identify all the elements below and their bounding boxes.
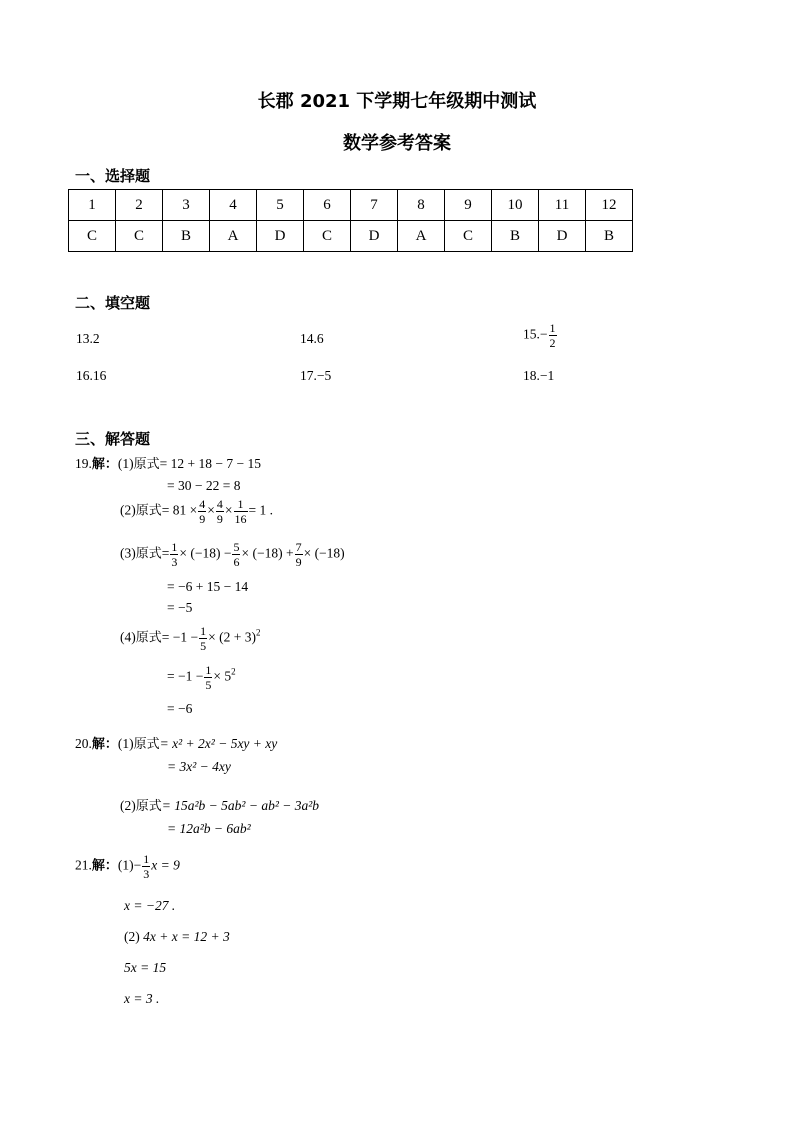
- table-cell: B: [492, 221, 539, 252]
- q20-part1-line1: [75, 737, 277, 751]
- denominator: 5: [200, 639, 207, 653]
- part-tag: (3): [120, 545, 136, 561]
- equation: = 12 + 18 − 7 − 15: [159, 456, 261, 471]
- numerator: 1: [549, 321, 556, 335]
- answer-17-prefix: 17.: [300, 368, 317, 383]
- table-cell: D: [539, 221, 586, 252]
- answer-16: 16.16: [76, 368, 107, 383]
- question-number: 21.: [75, 857, 92, 873]
- q21-part2-line1: [124, 930, 230, 944]
- fraction: [216, 498, 224, 525]
- original-expression-label: 原式: [133, 737, 160, 752]
- table-cell: 7: [351, 190, 398, 221]
- equation: = −1 −: [167, 668, 204, 684]
- fraction: [204, 664, 212, 691]
- q19-part1-line2: = 30 − 22 = 8: [167, 478, 241, 493]
- denominator: 3: [143, 867, 150, 881]
- table-cell: 6: [304, 190, 351, 221]
- table-cell: C: [445, 221, 492, 252]
- table-cell: A: [398, 221, 445, 252]
- q19-part2: [120, 498, 273, 525]
- fraction: [549, 322, 557, 349]
- table-cell: A: [210, 221, 257, 252]
- table-cell: 10: [492, 190, 539, 221]
- table-cell: 11: [539, 190, 586, 221]
- table-cell: 5: [257, 190, 304, 221]
- fraction: [234, 498, 248, 525]
- denominator: 9: [295, 555, 302, 569]
- q21-line2: x = −27 .: [124, 898, 176, 913]
- q19-part3-line1: [120, 541, 345, 568]
- exponent: 2: [255, 627, 261, 638]
- equation: = 81 ×: [161, 502, 198, 518]
- denominator: 16: [234, 512, 247, 526]
- operator: ×: [207, 502, 215, 518]
- q19-part4-line2: [167, 664, 236, 691]
- equation: × (−18) −: [179, 545, 232, 561]
- equation: 4x + x = 12 + 3: [143, 929, 230, 944]
- exponent: 2: [231, 666, 236, 677]
- minus-sign: −: [539, 326, 548, 342]
- fraction: [142, 853, 150, 880]
- equation: =: [161, 545, 170, 561]
- part-tag: (2): [124, 929, 140, 944]
- q19-part3-line3: = −5: [167, 600, 193, 615]
- part-tag: (2): [120, 798, 136, 813]
- numerator: 1: [205, 663, 212, 677]
- table-row-answers: [69, 221, 633, 252]
- table-cell: 4: [210, 190, 257, 221]
- part-tag: (2): [120, 502, 136, 518]
- numerator: 1: [234, 498, 248, 512]
- original-expression-label: 原式: [135, 546, 162, 562]
- q19-part4-line1: [120, 625, 260, 652]
- answer-18-value: −1: [539, 368, 555, 383]
- equation: = 1 .: [248, 502, 273, 518]
- equation: x = 9: [151, 857, 180, 873]
- equation: = x² + 2x² − 5xy + xy: [159, 736, 278, 751]
- solution-label: 解：: [91, 858, 118, 874]
- table-cell: C: [116, 221, 163, 252]
- page-subtitle: 数学参考答案: [343, 133, 451, 154]
- operator: ×: [224, 502, 233, 518]
- solution-label: 解：: [91, 737, 118, 752]
- numerator: 1: [171, 540, 178, 554]
- numerator: 5: [233, 540, 240, 554]
- equation: × 5: [213, 668, 232, 684]
- original-expression-label: 原式: [135, 799, 162, 814]
- answer-15-prefix: 15.: [523, 326, 540, 342]
- table-cell: 1: [69, 190, 116, 221]
- table-cell: 9: [445, 190, 492, 221]
- denominator: 2: [549, 336, 556, 350]
- q21-part1-line1: [75, 853, 180, 880]
- section-heading-choice: 一、选择题: [75, 167, 151, 185]
- q20-part2-line1: [120, 799, 319, 813]
- fraction: [295, 541, 303, 568]
- fraction: [198, 498, 206, 525]
- q19-part1-line1: [75, 457, 261, 471]
- solution-label: 解：: [91, 457, 118, 472]
- q21-line5: x = 3 .: [124, 991, 160, 1006]
- answer-15: [523, 322, 558, 349]
- denominator: 5: [205, 678, 212, 692]
- part-tag: (1): [117, 456, 134, 471]
- table-cell: 3: [163, 190, 210, 221]
- table-cell: B: [586, 221, 633, 252]
- equation: = 15a²b − 5ab² − ab² − 3a²b: [161, 798, 320, 813]
- equation: × (−18) +: [241, 545, 294, 561]
- question-number: 20.: [75, 736, 92, 751]
- table-cell: 2: [116, 190, 163, 221]
- original-expression-label: 原式: [135, 630, 162, 646]
- table-cell: 12: [586, 190, 633, 221]
- answer-14: 14.6: [300, 331, 324, 346]
- table-row-numbers: [69, 190, 633, 221]
- table-cell: D: [257, 221, 304, 252]
- part-tag: (1): [117, 736, 134, 751]
- denominator: 3: [171, 555, 178, 569]
- q20-part2-line2: = 12a²b − 6ab²: [167, 821, 251, 836]
- page-title: 长郡 2021 下学期七年级期中测试: [257, 91, 537, 112]
- equation: = −1 −: [161, 629, 199, 645]
- q20-part1-line2: = 3x² − 4xy: [167, 759, 231, 774]
- q19-part3-line2: = −6 + 15 − 14: [167, 579, 249, 594]
- question-number: 19.: [75, 456, 92, 471]
- denominator: 6: [233, 555, 240, 569]
- answer-18: [523, 369, 554, 383]
- original-expression-label: 原式: [133, 457, 160, 472]
- equation: × (−18): [303, 545, 345, 561]
- q21-line4: 5x = 15: [124, 960, 167, 975]
- minus-sign: −: [133, 857, 142, 873]
- table-cell: D: [351, 221, 398, 252]
- table-cell: C: [69, 221, 116, 252]
- fraction: [232, 541, 240, 568]
- original-expression-label: 原式: [135, 503, 162, 519]
- answer-17-value: −5: [316, 368, 332, 383]
- answer-18-prefix: 18.: [523, 368, 540, 383]
- fraction: [199, 625, 207, 652]
- denominator: 9: [199, 512, 206, 526]
- table-cell: 8: [398, 190, 445, 221]
- answer-17: [300, 369, 331, 383]
- equation: × (2 + 3): [208, 629, 256, 645]
- part-tag: (1): [117, 857, 134, 873]
- table-cell: B: [163, 221, 210, 252]
- q19-part4-line3: = −6: [167, 701, 193, 716]
- answer-table: [68, 189, 633, 252]
- fraction: [170, 541, 178, 568]
- table-cell: C: [304, 221, 351, 252]
- part-tag: (4): [120, 629, 136, 645]
- numerator: 4: [199, 497, 206, 511]
- section-heading-fill: 二、填空题: [75, 294, 151, 312]
- section-heading-solve: 三、解答题: [75, 430, 151, 448]
- denominator: 9: [216, 512, 223, 526]
- answer-13: 13.2: [76, 331, 100, 346]
- numerator: 7: [295, 540, 302, 554]
- numerator: 4: [216, 497, 223, 511]
- numerator: 1: [143, 852, 150, 866]
- numerator: 1: [200, 624, 207, 638]
